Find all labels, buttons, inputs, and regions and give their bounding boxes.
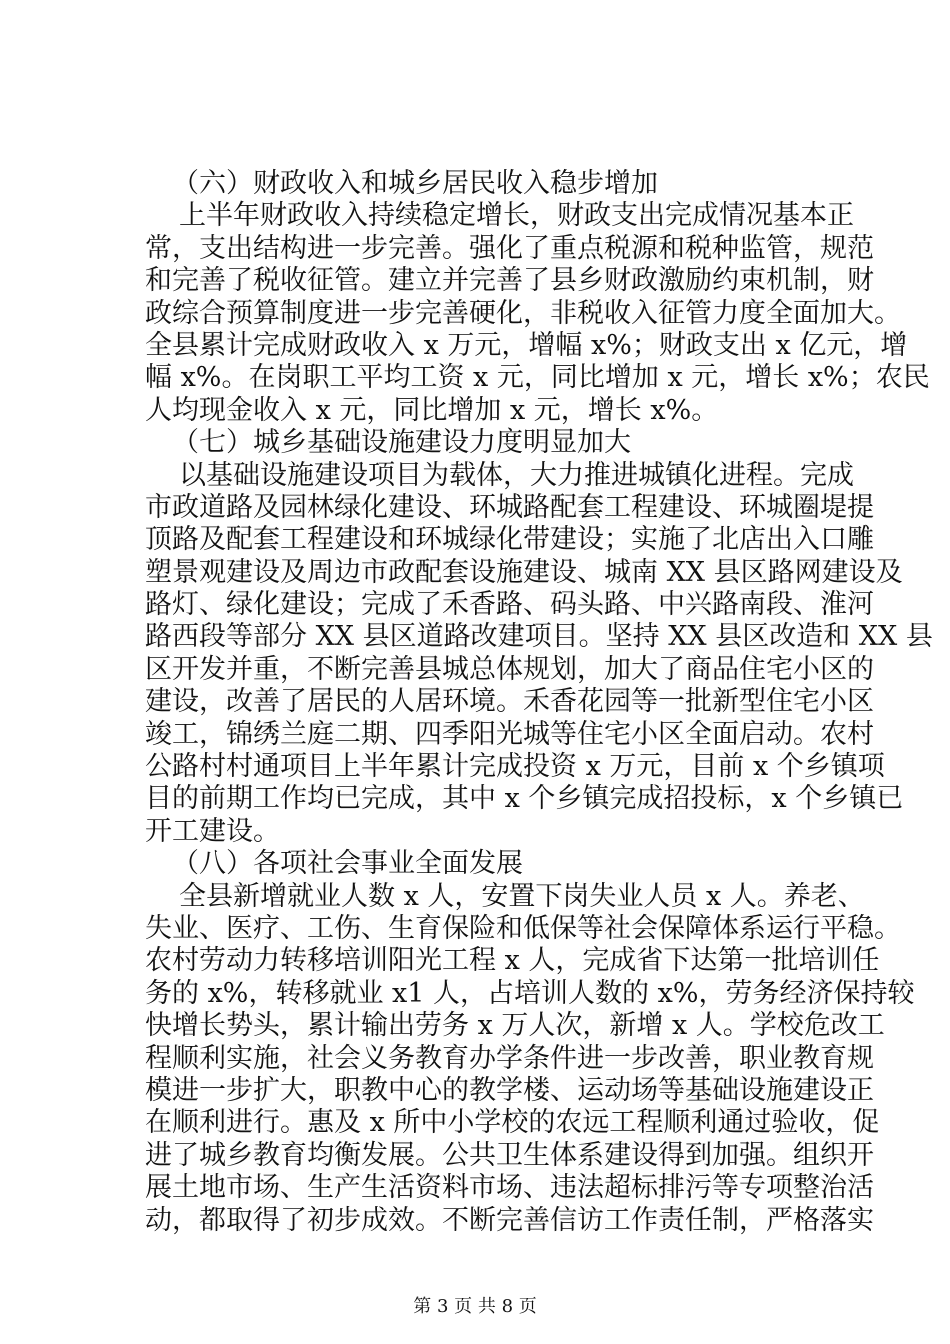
- paragraph-line: 模进一步扩大，职教中心的教学楼、运动场等基础设施建设正: [145, 1074, 874, 1106]
- section-heading: （六）财政收入和城乡居民收入稳步增加: [172, 168, 658, 199]
- paragraph-line: 全县累计完成财政收入 x 万元，增幅 x%；财政支出 x 亿元，增: [145, 329, 908, 361]
- paragraph-line: 顶路及配套工程建设和环城绿化带建设；实施了北店出入口雕: [145, 524, 874, 556]
- paragraph-line: 和完善了税收征管。建立并完善了县乡财政激励约束机制，财: [145, 265, 874, 297]
- paragraph-line: 竣工，锦绣兰庭二期、四季阳光城等住宅小区全面启动。农村: [145, 718, 874, 750]
- paragraph-line: 常，支出结构进一步完善。强化了重点税源和税种监管，规范: [145, 232, 874, 264]
- paragraph-line: 开工建设。: [145, 815, 280, 847]
- paragraph-line: 程顺利实施，社会义务教育办学条件进一步改善，职业教育规: [145, 1042, 874, 1074]
- paragraph-line: 动，都取得了初步成效。不断完善信访工作责任制，严格落实: [145, 1204, 874, 1236]
- section-heading: （八）各项社会事业全面发展: [172, 848, 523, 880]
- paragraph-line: 失业、医疗、工伤、生育保险和低保等社会保障体系运行平稳。: [145, 912, 901, 944]
- document-body: [145, 168, 933, 1237]
- paragraph-line: 政综合预算制度进一步完善硬化，非税收入征管力度全面加大。: [145, 297, 901, 329]
- paragraph-line: 上半年财政收入持续稳定增长，财政支出完成情况基本正: [179, 200, 854, 232]
- paragraph-line: 以基础设施建设项目为载体，大力推进城镇化进程。完成: [179, 459, 854, 491]
- paragraph-line: 公路村村通项目上半年累计完成投资 x 万元，目前 x 个乡镇项: [145, 751, 885, 783]
- paragraph-line: 区开发并重，不断完善县城总体规划，加大了商品住宅小区的: [145, 653, 874, 685]
- paragraph-line: 进了城乡教育均衡发展。公共卫生体系建设得到加强。组织开: [145, 1139, 874, 1171]
- paragraph-line: 全县新增就业人数 x 人，安置下岗失业人员 x 人。养老、: [179, 880, 865, 912]
- paragraph-line: 目的前期工作均已完成，其中 x 个乡镇完成招投标，x 个乡镇已: [145, 783, 904, 815]
- paragraph-line: 路灯、绿化建设；完成了禾香路、码头路、中兴路南段、淮河: [145, 589, 874, 621]
- paragraph-line: 人均现金收入 x 元，同比增加 x 元，增长 x%。: [145, 394, 719, 426]
- page-number-footer: 第 3 页 共 8 页: [413, 1296, 537, 1317]
- section-heading: （七）城乡基础设施建设力度明显加大: [172, 427, 631, 459]
- paragraph-line: 塑景观建设及周边市政配套设施建设、城南 XX 县区路网建设及: [145, 556, 903, 588]
- paragraph-line: 农村劳动力转移培训阳光工程 x 人，完成省下达第一批培训任: [145, 945, 880, 977]
- paragraph-line: 市政道路及园林绿化建设、环城路配套工程建设、环城圈堤提: [145, 491, 874, 523]
- paragraph-line: 在顺利进行。惠及 x 所中小学校的农远工程顺利通过验收，促: [145, 1107, 880, 1139]
- paragraph-line: 务的 x%，转移就业 x1 人，占培训人数的 x%，劳务经济保持较: [145, 977, 915, 1009]
- paragraph-line: 展土地市场、生产生活资料市场、违法超标排污等专项整治活: [145, 1172, 874, 1204]
- paragraph-line: 建设，改善了居民的人居环境。禾香花园等一批新型住宅小区: [145, 686, 874, 718]
- paragraph-line: 路西段等部分 XX 县区道路改建项目。坚持 XX 县区改造和 XX 县: [145, 621, 933, 653]
- paragraph-line: 幅 x%。在岗职工平均工资 x 元，同比增加 x 元，增长 x%；农民: [145, 362, 930, 394]
- paragraph-line: 快增长势头，累计输出劳务 x 万人次，新增 x 人。学校危改工: [145, 1010, 885, 1042]
